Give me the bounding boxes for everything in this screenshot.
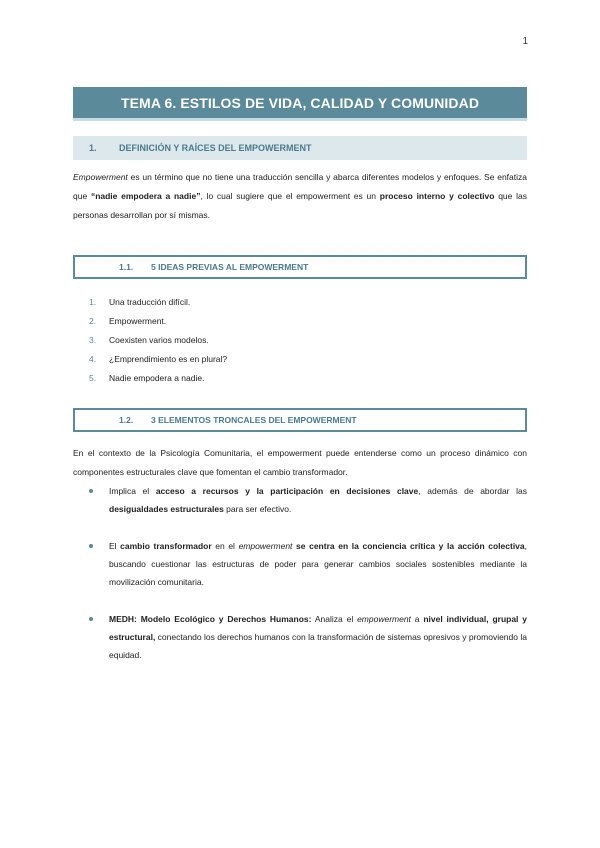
list-text: Coexisten varios modelos. [109, 335, 209, 345]
list-number: 4. [89, 354, 97, 364]
bullet-text: en el [211, 541, 239, 551]
intro-text: , lo cual sugiere que el empowerment es un [200, 191, 380, 201]
intro-highlight: proceso interno y colectivo [379, 191, 495, 201]
subsection-title: 3 ELEMENTOS TRONCALES DEL EMPOWERMENT [151, 415, 357, 425]
bullet-text: para ser efectivo. [223, 504, 292, 514]
list-number: 3. [89, 335, 97, 345]
bullet-item [89, 482, 527, 518]
subsection-heading [73, 255, 527, 279]
bullet-dot [89, 544, 93, 548]
list-number: 2. [89, 316, 97, 326]
section-title: DEFINICIÓN Y RAÍCES DEL EMPOWERMENT [119, 143, 312, 153]
bullet-bold: cambio transformador [120, 541, 212, 551]
bullet-list [89, 482, 527, 518]
bullet-dot [89, 489, 93, 493]
ideas-list [89, 293, 227, 388]
list-text: Nadie empodera a nadie. [109, 373, 205, 383]
list-text: Una traducción difícil. [109, 297, 191, 307]
intro-text: que las personas desarrollan por sí mismas. [73, 191, 528, 220]
subsection-number: 1.1. [119, 262, 134, 272]
bullet-item [89, 610, 527, 664]
bullet-text: Analiza el [311, 614, 358, 624]
intro-paragraph [73, 168, 527, 225]
page-title: TEMA 6. ESTILOS DE VIDA, CALIDAD Y COMUNIDAD [120, 94, 480, 111]
section-number: 1. [89, 143, 97, 153]
bullet-text: Implica el [109, 486, 156, 496]
intro-term: Empowerment [73, 172, 128, 182]
list-item [89, 312, 227, 331]
bullet-bold: MEDH: Modelo Ecológico y Derechos Humanos: [109, 614, 312, 624]
bullet-text: , buscando cuestionar las estructuras de poder para generar cambios sociales sostenibles mediante la movilización comunitaria. [109, 541, 528, 587]
list-text: Empowerment. [109, 316, 167, 326]
bullet-text: , además de abordar las [418, 486, 528, 496]
subsection-heading [73, 408, 527, 432]
list-text: ¿Emprendimiento es en plural? [109, 354, 228, 364]
bullet-dot [89, 617, 93, 621]
list-item [89, 293, 227, 312]
list-item [89, 350, 227, 369]
bullet-italic: empowerment [238, 541, 293, 551]
list-number: 1. [89, 297, 97, 307]
list-item [89, 369, 227, 388]
bullet-text: conectando los derechos humanos con la transformación de sistemas opresivos y promoviendo la equidad. [109, 632, 527, 660]
bullet-text: a [410, 614, 424, 624]
title-banner [73, 87, 527, 121]
bullet-text: El [109, 541, 121, 551]
bullet-item [89, 537, 527, 591]
subsection-number: 1.2. [119, 415, 134, 425]
page-number: 1 [522, 36, 528, 47]
subsection-title: 5 IDEAS PREVIAS AL EMPOWERMENT [151, 262, 309, 272]
list-number: 5. [89, 373, 97, 383]
bullet-bold: desigualdades estructurales [109, 504, 224, 514]
bullet-list [89, 610, 527, 664]
context-paragraph: En el contexto de la Psicología Comunitaria, el empowerment puede entenderse como un proceso dinámico con componentes estructurales clave que fomentan el cambio transformador. [73, 448, 527, 477]
intro-text: es un término que no tiene una traducción sencilla y abarca diferentes modelos y enfoques. Se enfatiza que [73, 172, 527, 201]
section-heading [73, 136, 527, 160]
bullet-list [89, 537, 527, 591]
bullet-bold: se centra en la conciencia crítica y la acción colectiva [292, 541, 525, 551]
list-item [89, 331, 227, 350]
intro-quote: “nadie empodera a nadie” [90, 191, 201, 201]
bullet-italic: empowerment [357, 614, 411, 624]
bullet-bold: acceso a recursos y la participación en decisiones clave [155, 486, 419, 496]
bullet-bold: nivel individual, grupal y estructural, [109, 614, 527, 642]
